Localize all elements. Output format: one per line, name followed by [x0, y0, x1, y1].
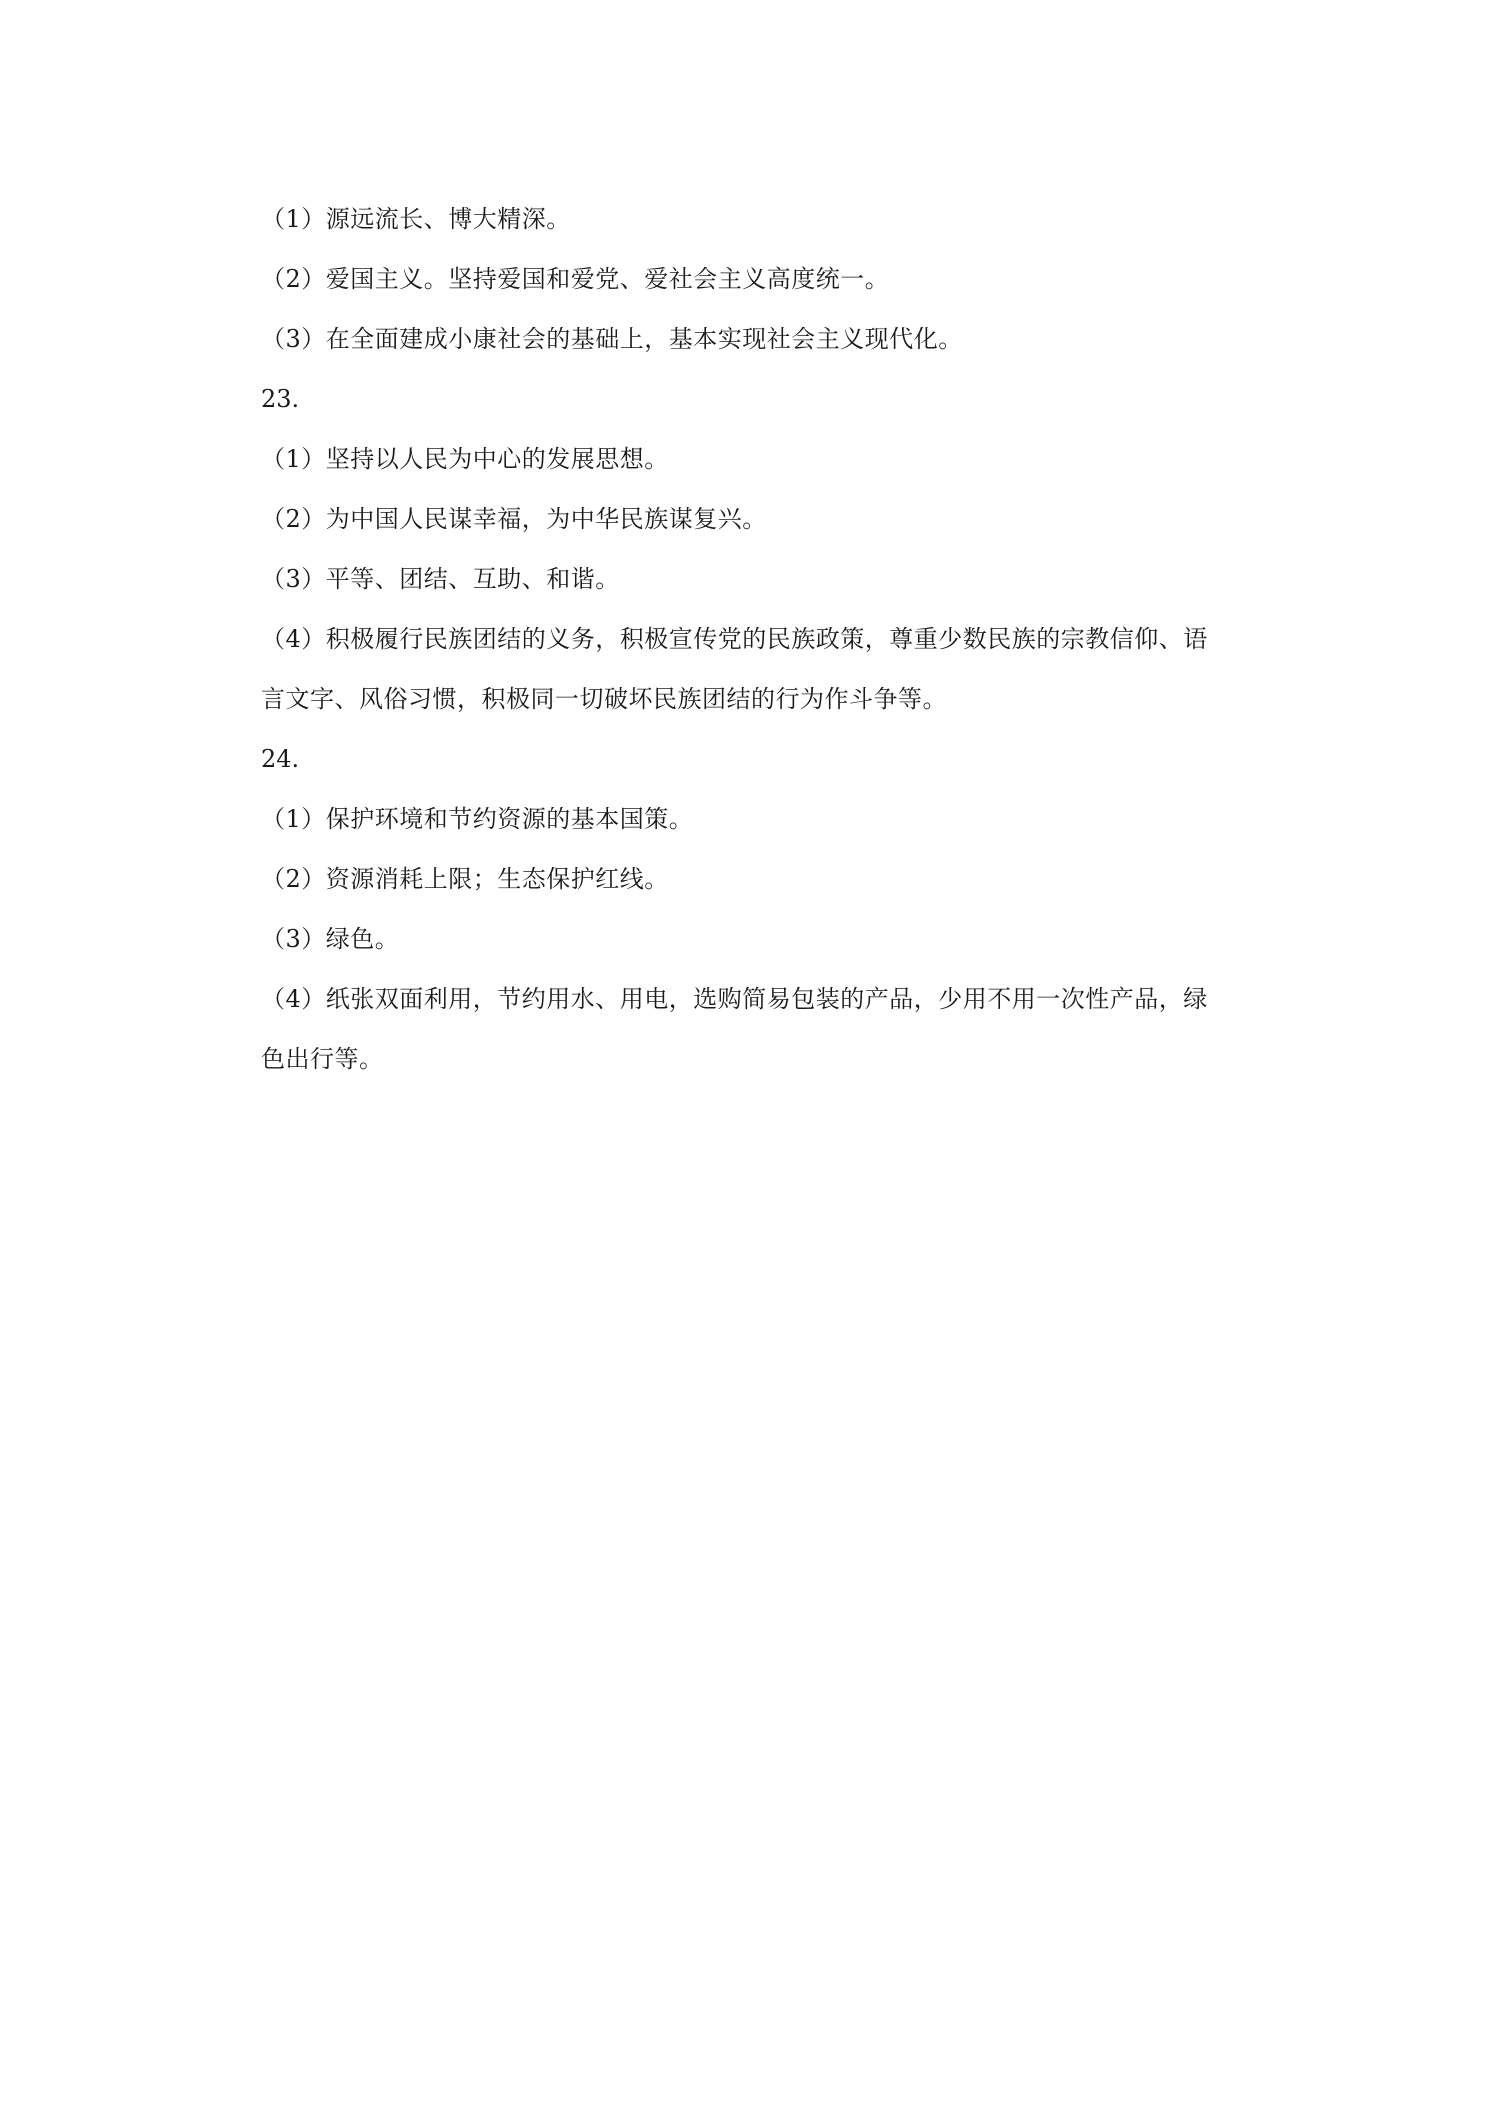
answer-line: （1）坚持以人民为中心的发展思想。 [261, 445, 669, 473]
answer-line: 言文字、风俗习惯，积极同一切破坏民族团结的行为作斗争等。 [261, 685, 947, 713]
answer-line: （1）保护环境和节约资源的基本国策。 [261, 805, 694, 833]
answer-line: （3）在全面建成小康社会的基础上，基本实现社会主义现代化。 [261, 325, 963, 353]
answer-line: （2）资源消耗上限；生态保护红线。 [261, 865, 669, 893]
answer-line: （3）平等、团结、互助、和谐。 [261, 565, 620, 593]
answer-line: （2）爱国主义。坚持爱国和爱党、爱社会主义高度统一。 [261, 265, 890, 293]
answer-line: （4）纸张双面利用，节约用水、用电，选购简易包装的产品，少用不用一次性产品，绿 [261, 985, 1208, 1013]
answer-line: （4）积极履行民族团结的义务，积极宣传党的民族政策，尊重少数民族的宗教信仰、语 [261, 625, 1208, 653]
answer-line: （3）绿色。 [261, 925, 400, 953]
answer-line: （2）为中国人民谋幸福，为中华民族谋复兴。 [261, 505, 767, 533]
question-number: 24. [261, 745, 300, 773]
answer-content [261, 189, 1261, 1089]
question-number: 23. [261, 385, 300, 413]
answer-line: 色出行等。 [261, 1045, 384, 1073]
answer-line: （1）源远流长、博大精深。 [261, 205, 571, 233]
